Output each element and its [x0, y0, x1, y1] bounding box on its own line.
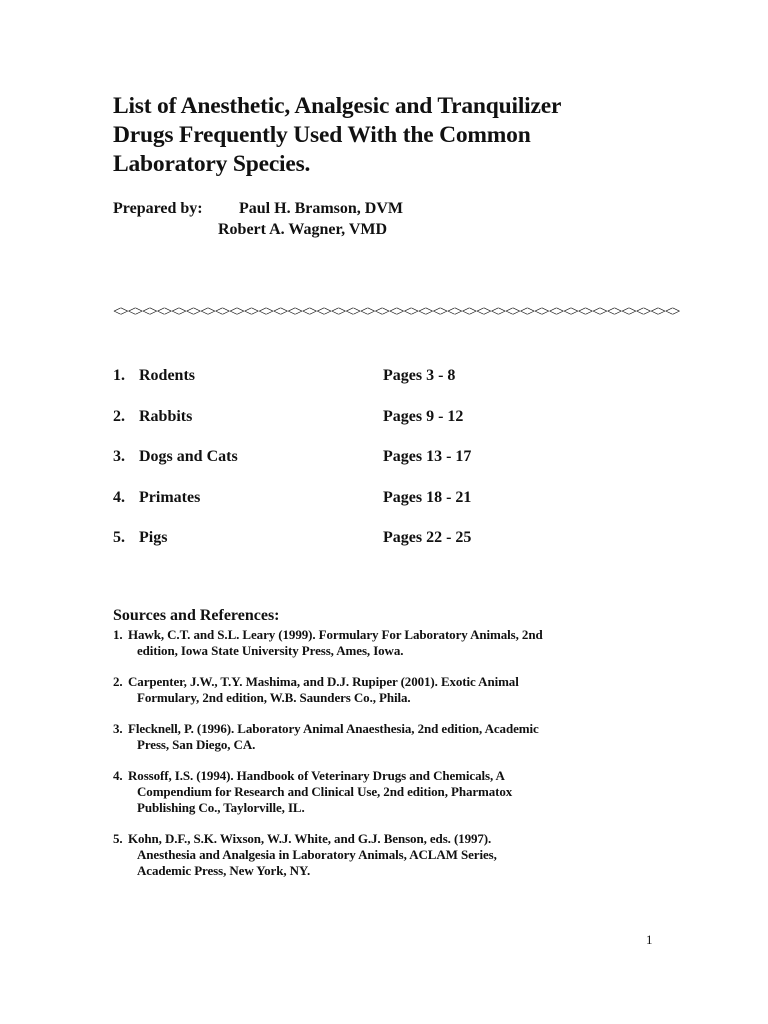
toc-row-rodents — [113, 365, 613, 406]
toc-section: Primates — [139, 488, 201, 506]
toc-section: Dogs and Cats — [139, 448, 238, 465]
reference-line: Flecknell, P. (1996). Laboratory Animal Anaesthesia, 2nd edition, Academic — [128, 721, 539, 736]
title-line-3: Laboratory Species. — [113, 151, 311, 177]
toc-number: 4. — [113, 488, 125, 506]
author-1: Paul H. Bramson, DVM — [239, 200, 403, 217]
reference-line: Academic Press, New York, NY. — [137, 863, 311, 878]
reference-item — [113, 768, 593, 816]
reference-line: Hawk, C.T. and S.L. Leary (1999). Formulary For Laboratory Animals, 2nd — [128, 627, 543, 642]
prepared-by-label: Prepared by: — [113, 200, 203, 217]
toc-number: 2. — [113, 407, 125, 425]
toc-pages: Pages 3 - 8 — [383, 367, 456, 384]
title-line-1: List of Anesthetic, Analgesic and Tranquilizer — [113, 93, 562, 119]
toc-pages: Pages 22 - 25 — [383, 529, 472, 546]
document-title — [113, 92, 673, 179]
page-number: 1 — [646, 932, 653, 947]
toc-pages: Pages 13 - 17 — [383, 448, 472, 465]
toc-section: Pigs — [139, 529, 168, 546]
toc-number: 3. — [113, 448, 125, 465]
toc-pages: Pages 9 - 12 — [383, 407, 464, 425]
reference-line: Compendium for Research and Clinical Use, 2nd edition, Pharmatox — [137, 784, 513, 799]
reference-line: Press, San Diego, CA. — [137, 737, 256, 752]
reference-line: Rossoff, I.S. (1994). Handbook of Veterinary Drugs and Chemicals, A — [128, 768, 505, 783]
reference-line: Anesthesia and Analgesia in Laboratory Animals, ACLAM Series, — [137, 847, 497, 862]
toc-number: 1. — [113, 367, 125, 384]
sources-heading: Sources and References: — [113, 607, 280, 624]
toc-section: Rodents — [139, 367, 196, 384]
toc-row-pigs — [113, 527, 613, 568]
title-line-2: Drugs Frequently Used With the Common — [113, 122, 531, 148]
toc-section: Rabbits — [139, 407, 193, 425]
reference-line: Publishing Co., Taylorville, IL. — [137, 800, 305, 815]
reference-line: edition, Iowa State University Press, Ames, Iowa. — [137, 643, 404, 658]
prepared-by — [113, 198, 403, 240]
author-2: Robert A. Wagner, VMD — [218, 221, 388, 238]
references-list — [113, 627, 593, 879]
reference-number: 4. — [113, 768, 123, 783]
reference-number: 3. — [113, 721, 123, 736]
reference-number: 2. — [113, 674, 123, 689]
reference-item — [113, 721, 593, 753]
toc-row-dogs-and-cats — [113, 446, 613, 487]
reference-line: Carpenter, J.W., T.Y. Mashima, and D.J. Rupiper (2001). Exotic Animal — [128, 674, 519, 689]
reference-number: 1. — [113, 627, 123, 642]
toc-number: 5. — [113, 529, 125, 546]
reference-item — [113, 674, 593, 706]
table-of-contents — [113, 365, 613, 568]
reference-line: Kohn, D.F., S.K. Wixson, W.J. White, and G.J. Benson, eds. (1997). — [128, 831, 492, 846]
toc-pages: Pages 18 - 21 — [383, 488, 472, 506]
reference-line: Formulary, 2nd edition, W.B. Saunders Co., Phila. — [137, 690, 411, 705]
toc-row-rabbits — [113, 406, 613, 447]
toc-row-primates — [113, 487, 613, 528]
decorative-divider: <><><><><><><><><><><><><><><><><><><><><><><><><><><><><><><><><><><><><><><> — [113, 304, 680, 320]
reference-number: 5. — [113, 831, 123, 846]
reference-item — [113, 627, 593, 659]
reference-item — [113, 831, 593, 879]
